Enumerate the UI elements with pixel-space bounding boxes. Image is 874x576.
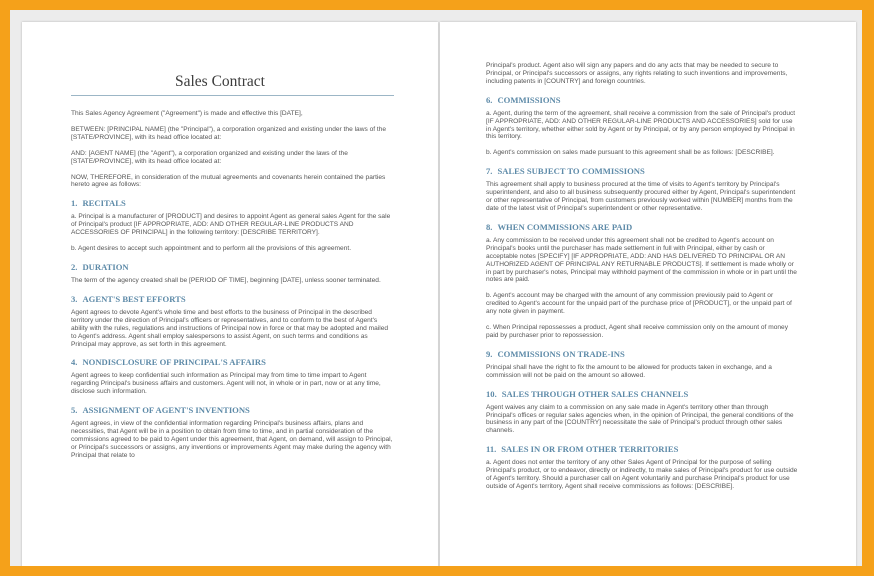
section-heading-trade-ins (486, 349, 798, 359)
section-number: 5. (71, 405, 78, 416)
section-title: SALES IN OR FROM OTHER TERRITORIES (501, 444, 679, 455)
section-title: AGENT'S BEST EFFORTS (82, 293, 186, 304)
duration-text: The term of the agency created shall be [PERIOD OF TIME], beginning [DATE], unless sooner terminated. (71, 276, 381, 284)
when-paid-c: c. When Principal repossesses a product, Agent shall receive commission only on the amount of money paid by purchaser prior to repossession. (486, 324, 788, 339)
section-heading-duration (71, 262, 394, 272)
between-paragraph: BETWEEN: [PRINCIPAL NAME] (the "Principal"), a corporation organized and existing under the laws of the [STATE/PROVINCE], with its head office located at: (71, 125, 387, 141)
section-heading-recitals (71, 198, 394, 208)
section-heading-inventions (71, 405, 394, 415)
page-left-content (22, 22, 438, 468)
section-title: NONDISCLOSURE OF PRINCIPAL'S AFFAIRS (82, 357, 266, 368)
section-number: 4. (71, 357, 78, 368)
page-right (440, 22, 856, 566)
page-right-content (440, 22, 856, 499)
section-heading-commissions (486, 95, 798, 105)
section-heading-other-territories (486, 444, 798, 454)
inventions-continued: Principal's product. Agent also will sign any papers and do any acts that may be needed to secure to Principal, or Principal's successors or assigns, any rights relating to such inventions and improvements, including patents in [COUNTRY] and foreign countries. (486, 62, 788, 85)
trade-ins-text: Principal shall have the right to fix the amount to be allowed for products taken in exchange, and a commission will not be paid on the amount so allowed. (486, 363, 772, 379)
section-title: RECITALS (82, 198, 126, 209)
section-number: 3. (71, 293, 78, 304)
commissions-b: b. Agent's commission on sales made pursuant to this agreement shall be as follows: [DESCRIBE]. (486, 149, 775, 157)
section-number: 8. (486, 221, 493, 232)
document-title: Sales Contract (71, 73, 394, 96)
section-number: 10. (486, 388, 497, 399)
recitals-b: b. Agent desires to accept such appointment and to perform all the provisions of this agreement. (71, 245, 352, 253)
page-left (22, 22, 438, 566)
commissions-a: a. Agent, during the term of the agreement, shall receive a commission from the sale of Principal's product [IF APPROPRIATE, ADD: AND OTHER REGULAR-LINE PRODUCTS AND ACCESSORIES] sold for use in Agent's territory, whether either sold by Agent or by Principal, or by any person employed by Principal in this territory. (486, 109, 796, 141)
section-title: DURATION (82, 261, 129, 272)
intro-paragraph: This Sales Agency Agreement ("Agreement") is made and effective this [DATE], (71, 110, 303, 117)
section-heading-sales-subject (486, 166, 798, 176)
section-title: COMMISSIONS ON TRADE-INS (497, 348, 625, 359)
section-number: 7. (486, 166, 493, 177)
section-number: 1. (71, 198, 78, 209)
section-title: WHEN COMMISSIONS ARE PAID (497, 221, 633, 232)
section-number: 6. (486, 94, 493, 105)
and-paragraph: AND: [AGENT NAME] (the "Agent"), a corporation organized and existing under the laws of the [STATE/PROVINCE], with its head office located at: (71, 149, 348, 165)
section-title: SALES THROUGH OTHER SALES CHANNELS (501, 388, 689, 399)
section-heading-other-channels (486, 389, 798, 399)
section-number: 9. (486, 348, 493, 359)
section-title: SALES SUBJECT TO COMMISSIONS (497, 166, 645, 177)
recitals-a: a. Principal is a manufacturer of [PRODUCT] and desires to appoint Agent as general sales Agent for the sale of Principal's product [IF APPROPRIATE, ADD: AND OTHER REGULAR-LINE PRODUCTS AND ACCESSORIES OF PRINCIPAL] in the following territory: [DESCRIBE TERRITORY]. (71, 213, 391, 237)
other-territories-text: a. Agent does not enter the territory of any other Sales Agent of Principal for the purpose of selling Principal's product, or to endeavor, directly or indirectly, to make sales of Principal's product for use outside of Agent's territory. Should a purchaser call on Agent voluntarily and purchase Principal's product for use outside of Agent's territory, Agent shall receive commissions as follows: [DESCRIBE]. (486, 459, 798, 490)
now-therefore-paragraph: NOW, THEREFORE, in consideration of the mutual agreements and covenants herein contained the parties hereto agree as follows: (71, 173, 386, 189)
other-channels-text: Agent waives any claim to a commission on any sale made in Agent's territory other than through Principal's offices or regular sales agencies when, in the opinion of Principal, the general conditions of the business in any part of the [COUNTRY] necessitate the sale of Principal's product through other sales channels. (486, 403, 794, 435)
when-paid-b: b. Agent's account may be charged with the amount of any commission previously paid to Agent or credited to Agent's account for the unpaid part of the purchase price of [PRODUCT], or the unpaid part of any note given in payment. (486, 292, 792, 316)
document-viewer (10, 10, 862, 566)
section-heading-when-paid (486, 222, 798, 232)
inventions-text: Agent agrees, in view of the confidential information regarding Principal's business affairs, plans and necessities, that Agent will be in a position to obtain from time to time, and in partial consideration of the commissions agreed to be paid to Agent under this agreement, that Agent, on demand, will assign to Principal, or Principal's successors or assigns, any inventions or improvements Agent may make during the agency with Principal that relate to (71, 420, 393, 459)
sales-subject-text: This agreement shall apply to business procured at the time of visits to Agent's territory by Principal's superintendent, and also to all business subsequently procured either by Agent, Principal's superintendent or other representative of Principal, from customers previously worked within [NUMBER] months from the date of the latest visit of Principal's superintendent or other representative. (486, 181, 796, 212)
section-heading-best-efforts (71, 294, 394, 304)
section-number: 11. (486, 444, 497, 455)
section-title: ASSIGNMENT OF AGENT'S INVENTIONS (82, 405, 250, 416)
section-heading-nondisclosure (71, 357, 394, 367)
section-number: 2. (71, 261, 78, 272)
nondisclosure-text: Agent agrees to keep confidential such information as Principal may from time to time impart to Agent regarding Principal's business affairs and customers. Agent will not, in whole or in part, now or at any time, disclose such information. (71, 372, 381, 396)
best-efforts-text: Agent agrees to devote Agent's whole time and best efforts to the business of Principal in the described territory under the direction of Principal's officers or representatives, and to conform to the best of Agent's ability with the rules, regulations and instructions of Principal now in force or that may be adopted and mailed to Agent's address. Agent shall employ salespersons to assist Agent, on such terms and conditions as Principal may approve, as set forth in this agreement. (71, 308, 389, 348)
when-paid-a: a. Any commission to be received under this agreement shall not be credited to Agent's account on Principal's books until the purchaser has made settlement in full with Principal, either by cash or acceptable notes [SPECIFY] [IF APPROPRIATE, ADD: AND HAS DELIVERED TO PRINCIPAL OR AN AUTHORIZED AGENT OF PRINCIPAL ANY RETURNABLE PRODUCTS]. If settlement is made wholly or in part by purchaser's notes, Principal may withhold payment of the commission in whole or in part until the notes are paid. (486, 236, 797, 284)
section-title: COMMISSIONS (497, 94, 561, 105)
